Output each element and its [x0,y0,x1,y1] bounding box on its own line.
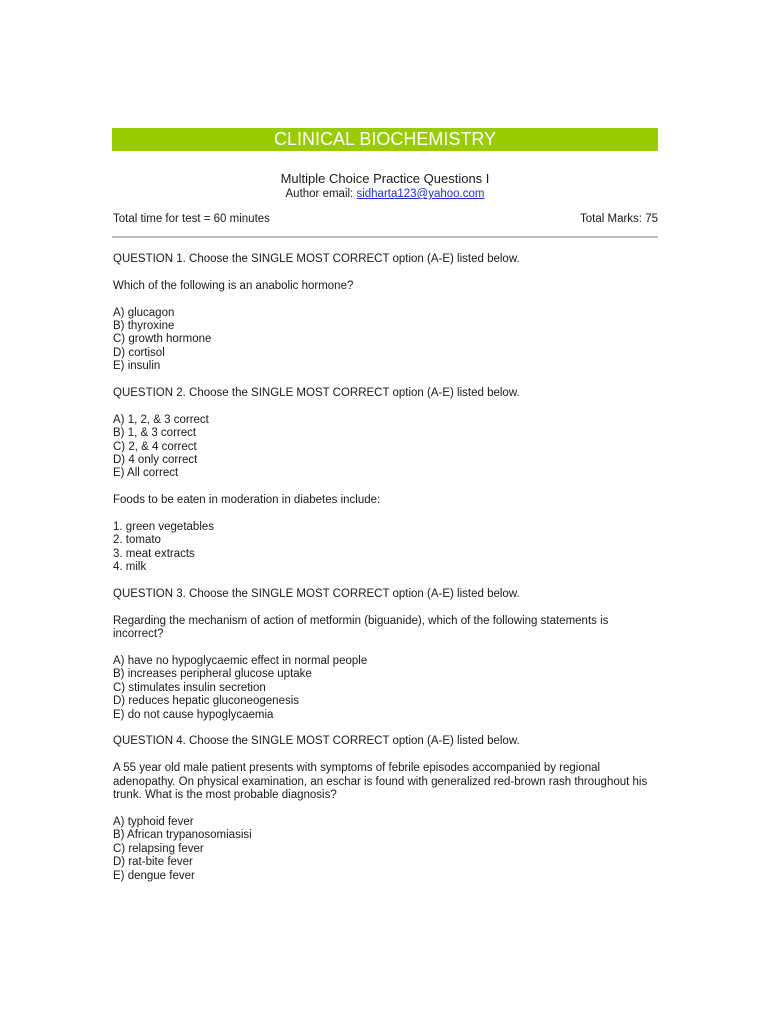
question-3-stem [113,615,658,642]
option-item: B) increases peripheral glucose uptake [113,668,312,681]
option-item: E) insulin [113,360,161,373]
question-1-options [113,307,658,374]
option-item: E) All correct [113,467,179,480]
list-item: 1. green vegetables [113,521,215,534]
option-item: B) African trypanosomiasisi [113,829,252,842]
option-item: D) cortisol [113,346,165,359]
question-4-stem [113,762,658,802]
question-1-stem: Which of the following is an anabolic hormone? [113,279,354,292]
question-4-heading: QUESTION 4. Choose the SINGLE MOST CORRECT option (A-E) listed below. [113,735,520,748]
option-item: C) relapsing fever [113,842,204,855]
option-item: D) reduces hepatic gluconeogenesis [113,695,300,708]
option-item: C) 2, & 4 correct [113,440,197,453]
question-2-options [113,414,658,481]
option-item: A) have no hypoglycaemic effect in normal people [113,655,368,668]
list-item: 2. tomato [113,534,161,547]
test-meta-row [113,212,658,227]
option-item: C) growth hormone [113,333,212,346]
option-item: A) 1, 2, & 3 correct [113,413,209,426]
option-item: A) glucagon [113,306,175,319]
option-item: B) 1, & 3 correct [113,427,197,440]
list-item: 3. meat extracts [113,547,195,560]
option-item: A) typhoid fever [113,815,194,828]
question-2-heading: QUESTION 2. Choose the SINGLE MOST CORRECT option (A-E) listed below. [113,387,520,400]
option-item: E) dengue fever [113,869,195,882]
question-2-stem: Foods to be eaten in moderation in diabetes include: [113,494,381,507]
option-item: D) rat-bite fever [113,856,193,869]
option-item: C) stimulates insulin secretion [113,681,266,694]
question-4-stem-text: A 55 year old male patient presents with symptoms of febrile episodes accompanied by regional adenopathy. On physical examination, an eschar is found with generalized red-brown rash throughout his trunk. What is the most probable diagnosis? [113,762,648,802]
option-item: B) thyroxine [113,320,175,332]
document-subtitle: Multiple Choice Practice Questions I [280,171,490,186]
total-marks: Total Marks: 75 [580,213,658,225]
question-3-heading: QUESTION 3. Choose the SINGLE MOST CORRECT option (A-E) listed below. [113,588,520,601]
header-divider [112,236,658,238]
author-line [112,187,658,202]
option-item: E) do not cause hypoglycaemia [113,708,274,721]
option-item: D) 4 only correct [113,454,198,467]
total-time: Total time for test = 60 minutes [113,213,270,225]
list-item: 4. milk [113,561,147,574]
document-title: CLINICAL BIOCHEMISTRY [112,128,658,151]
question-3-options [113,655,658,722]
question-1-heading: QUESTION 1. Choose the SINGLE MOST CORRECT option (A-E) listed below. [113,253,520,265]
question-3-stem-text: Regarding the mechanism of action of metformin (biguanide), which of the following statements is incorrect? [113,614,609,641]
question-2-items [113,521,658,575]
author-email-link[interactable]: sidharta123@yahoo.com [356,188,485,200]
document-page [112,0,658,1024]
question-4-options [113,816,658,883]
author-label: Author email: [285,188,357,200]
questions-body [113,253,658,896]
